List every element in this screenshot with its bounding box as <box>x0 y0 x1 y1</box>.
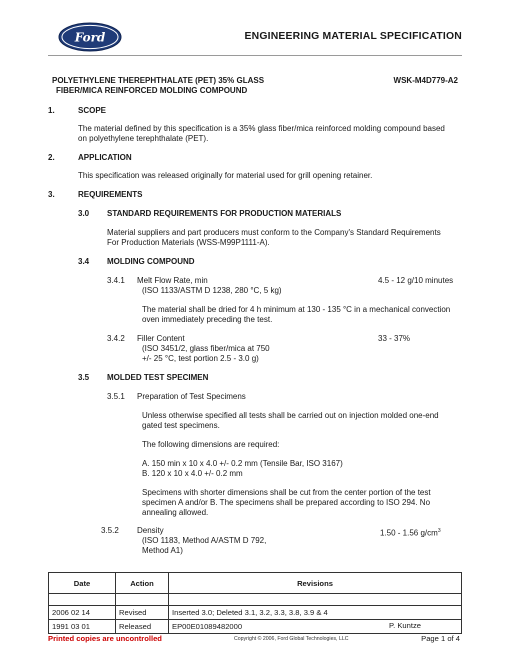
section-2-number: 2. <box>48 153 55 162</box>
req-3-0-number: 3.0 <box>78 209 90 218</box>
row-revision: Inserted 3.0; Deleted 3.1, 3.2, 3.3, 3.8, 3.9 & 4 <box>169 606 462 620</box>
table-row <box>49 620 462 634</box>
blank-cell <box>49 594 116 606</box>
section-1-heading: SCOPE <box>78 106 107 115</box>
req-3-4-number: 3.4 <box>78 257 90 266</box>
section-1-number: 1. <box>48 106 55 115</box>
row-date: 2006 02 14 <box>49 606 116 620</box>
item-3-4-1-number: 3.4.1 <box>107 276 125 285</box>
application-text: This specification was released originally for material used for grill opening retainer. <box>78 171 373 180</box>
req-3-0-heading: STANDARD REQUIREMENTS FOR PRODUCTION MATERIALS <box>107 209 342 218</box>
row-revision: EP00E01089482000 <box>172 622 243 631</box>
section-2-heading: APPLICATION <box>78 153 132 162</box>
section-3-heading: REQUIREMENTS <box>78 190 143 199</box>
scope-text-line2: on polyethylene terephthalate (PET). <box>78 134 209 143</box>
row-action: Released <box>116 620 169 634</box>
item-3-5-1-number: 3.5.1 <box>107 392 125 401</box>
ford-logo <box>58 22 122 52</box>
item-3-5-2-method-line1: (ISO 1183, Method A/ASTM D 792, <box>142 536 267 545</box>
blank-cell <box>116 594 169 606</box>
revisions-table <box>48 572 462 634</box>
dimension-b: B. 120 x 10 x 4.0 +/- 0.2 mm <box>142 469 243 478</box>
item-3-5-2-method-line2: Method A1) <box>142 546 183 555</box>
copyright: Copyright © 2006, Ford Global Technologies, LLC <box>234 636 349 642</box>
header-rule <box>48 55 462 56</box>
header-revisions: Revisions <box>169 573 462 594</box>
item-3-5-2-label: Density <box>137 526 164 535</box>
item-3-5-2-value <box>380 526 441 539</box>
uncontrolled-copy-notice: Printed copies are uncontrolled <box>48 634 162 643</box>
req-3-5-heading: MOLDED TEST SPECIMEN <box>107 373 209 382</box>
item-3-4-1-label: Melt Flow Rate, min <box>137 276 208 285</box>
row-date: 1991 03 01 <box>49 620 116 634</box>
req-3-4-heading: MOLDING COMPOUND <box>107 257 195 266</box>
item-3-4-2-method-line1: (ISO 3451/2, glass fiber/mica at 750 <box>142 344 270 353</box>
header-date: Date <box>49 573 116 594</box>
item-3-5-1-para3-line1: Specimens with shorter dimensions shall be cut from the center portion of the test <box>142 488 431 497</box>
req-3-0-text-line1: Material suppliers and part producers must conform to the Company's Standard Requirements <box>107 228 441 237</box>
item-3-4-2-method-line2: +/- 25 °C, test portion 2.5 - 3.0 g) <box>142 354 259 363</box>
page-number: Page 1 of 4 <box>421 634 460 643</box>
item-3-5-1-para3-line2: specimen A and/or B. The specimens shall be prepared according to ISO 294. No <box>142 498 431 507</box>
item-3-5-1-para1-line1: Unless otherwise specified all tests shall be carried out on injection molded one-end <box>142 411 439 420</box>
density-value: 1.50 - 1.56 g/cm <box>380 528 438 538</box>
item-3-4-2-value: 33 - 37% <box>378 334 411 343</box>
spec-number: WSK-M4D779-A2 <box>393 76 458 85</box>
revisions-header-row <box>49 573 462 594</box>
item-3-4-1-method: (ISO 1133/ASTM D 1238, 280 °C, 5 kg) <box>142 286 282 295</box>
req-3-0-text-line2: For Production Materials (WSS-M99P1111-A). <box>107 238 270 247</box>
scope-text-line1: The material defined by this specification is a 35% glass fiber/mica reinforced molding compound based <box>78 124 445 133</box>
table-row-blank <box>49 594 462 606</box>
table-row <box>49 606 462 620</box>
item-3-4-2-label: Filler Content <box>137 334 185 343</box>
item-3-5-1-label: Preparation of Test Specimens <box>137 392 246 401</box>
row-author: P. Kuntze <box>389 621 421 630</box>
doc-name-line2: FIBER/MICA REINFORCED MOLDING COMPOUND <box>56 86 248 95</box>
req-3-5-number: 3.5 <box>78 373 90 382</box>
item-3-4-1-value: 4.5 - 12 g/10 minutes <box>378 276 454 285</box>
item-3-5-1-para2: The following dimensions are required: <box>142 440 280 449</box>
doc-name-line1: POLYETHYLENE THEREPHTHALATE (PET) 35% GLASS <box>52 76 265 85</box>
dimension-a: A. 150 min x 10 x 4.0 +/- 0.2 mm (Tensile Bar, ISO 3167) <box>142 459 343 468</box>
item-3-5-1-para1-line2: gated test specimens. <box>142 421 220 430</box>
density-unit-exponent: 3 <box>437 528 441 534</box>
item-3-5-2-number: 3.5.2 <box>101 526 119 535</box>
row-action: Revised <box>116 606 169 620</box>
item-3-4-2-number: 3.4.2 <box>107 334 125 343</box>
logo-text: Ford <box>74 30 106 45</box>
page-header-title: ENGINEERING MATERIAL SPECIFICATION <box>244 31 462 42</box>
header-action: Action <box>116 573 169 594</box>
item-3-4-1-note-line1: The material shall be dried for 4 h minimum at 130 - 135 °C in a mechanical convection <box>142 305 451 314</box>
blank-cell <box>169 594 462 606</box>
item-3-4-1-note-line2: oven immediately preceding the test. <box>142 315 273 324</box>
row-revision-cell <box>169 620 462 634</box>
item-3-5-1-para3-line3: annealing allowed. <box>142 508 209 517</box>
section-3-number: 3. <box>48 190 55 199</box>
